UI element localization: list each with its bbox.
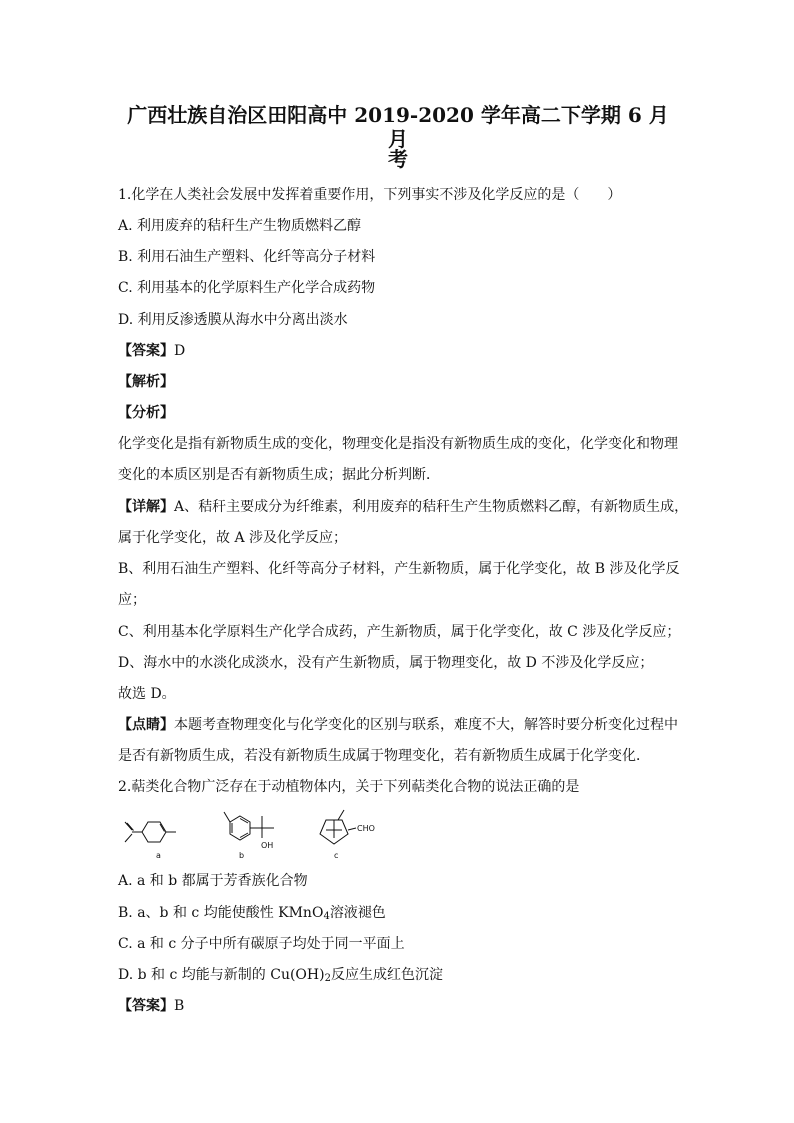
molecule-c-label: c bbox=[334, 851, 339, 860]
q1-detail-line: 应； bbox=[118, 592, 146, 608]
q1-option-c: C. 利用基本的化学原料生产化学合成药物 bbox=[118, 280, 376, 296]
option-b-text-end: 溶液褪色 bbox=[329, 905, 386, 921]
q1-stem: 1.化学在人类社会发展中发挥着重要作用，下列事实不涉及化学反应的是（ ） bbox=[118, 187, 622, 203]
q2-option-b bbox=[118, 903, 386, 923]
q1-detail-line: 故选 D。 bbox=[118, 686, 176, 702]
q2-option-d bbox=[118, 965, 443, 985]
molecule-b bbox=[224, 812, 274, 840]
q1-detail-line bbox=[118, 497, 688, 517]
molecule-c-cho-label: CHO bbox=[357, 824, 375, 833]
q1-analysis-heading bbox=[118, 372, 174, 392]
q1-fenxi-line: 化学变化是指有新物质生成的变化，物理变化是指没有新物质生成的变化，化学变化和物理 bbox=[118, 436, 678, 452]
terpene-structures-svg bbox=[116, 808, 396, 864]
answer-label: 【答案】 bbox=[118, 343, 174, 359]
q1-option-b: B. 利用石油生产塑料、化纤等高分子材料 bbox=[118, 249, 376, 265]
q1-detail-line: D、海水中的水淡化成淡水，没有产生新物质，属于物理变化，故 D 不涉及化学反应； bbox=[118, 655, 654, 671]
comment-text: 本题考查物理变化与化学变化的区别与联系，难度不大，解答时要分析变化过程中 bbox=[174, 717, 678, 733]
q1-fenxi-line: 变化的本质区别是否有新物质生成；据此分析判断． bbox=[118, 467, 440, 483]
q2-option-a: A. a 和 b 都属于芳香族化合物 bbox=[118, 873, 308, 889]
answer-value: D bbox=[174, 343, 186, 359]
q1-detail-line: C、利用基本化学原料生产化学合成药，产生新物质，属于化学变化，故 C 涉及化学反应； bbox=[118, 624, 681, 640]
q1-comment-line: 是否有新物质生成，若没有新物质生成属于物理变化，若有新物质生成属于化学变化． bbox=[118, 748, 650, 764]
molecule-a bbox=[125, 822, 176, 842]
fenxi-label: 【分析】 bbox=[118, 405, 174, 421]
document-title: 广西壮族自治区田阳高中 2019-2020 学年高二下学期 6 月月 bbox=[127, 103, 669, 151]
q1-detail-line: 属于化学变化，故 A 涉及化学反应； bbox=[118, 530, 348, 546]
kmno4-subscript: 4 bbox=[323, 911, 330, 922]
molecule-b-label: b bbox=[239, 851, 245, 860]
q2-stem: 2.萜类化合物广泛存在于动植物体内，关于下列萜类化合物的说法正确的是 bbox=[118, 779, 580, 795]
q2-option-c: C. a 和 c 分子中所有碳原子均处于同一平面上 bbox=[118, 936, 405, 952]
molecule-b-oh-label: OH bbox=[261, 841, 274, 850]
q2-answer bbox=[118, 996, 184, 1016]
molecule-c bbox=[320, 810, 356, 844]
detail-label: 【详解】 bbox=[118, 499, 174, 515]
option-d-text-end: 反应生成红色沉淀 bbox=[330, 967, 443, 983]
document-title-continued: 考 bbox=[388, 147, 408, 171]
detail-text: A、秸秆主要成分为纤维素，利用废弃的秸秆生产生物质燃料乙醇，有新物质生成， bbox=[174, 499, 689, 515]
q1-option-d: D. 利用反渗透膜从海水中分离出淡水 bbox=[118, 312, 348, 328]
answer-label: 【答案】 bbox=[118, 998, 174, 1014]
terpene-structures-figure bbox=[116, 808, 396, 864]
answer-value: B bbox=[174, 998, 185, 1014]
q1-comment-line bbox=[118, 715, 678, 735]
comment-label: 【点睛】 bbox=[118, 717, 174, 733]
analysis-label: 【解析】 bbox=[118, 374, 174, 390]
molecule-a-label: a bbox=[156, 851, 161, 860]
cuoh2-subscript: 2 bbox=[324, 973, 331, 984]
option-d-text: D. b 和 c 均能与新制的 Cu(OH) bbox=[118, 967, 325, 983]
q1-detail-line: B、利用石油生产塑料、化纤等高分子材料，产生新物质，属于化学变化，故 B 涉及化学反 bbox=[118, 561, 680, 577]
q1-option-a: A. 利用废弃的秸秆生产生物质燃料乙醇 bbox=[118, 218, 362, 234]
q1-fenxi-heading bbox=[118, 403, 174, 423]
q1-answer bbox=[118, 341, 185, 361]
option-b-text: B. a、b 和 c 均能使酸性 KMnO bbox=[118, 905, 324, 921]
